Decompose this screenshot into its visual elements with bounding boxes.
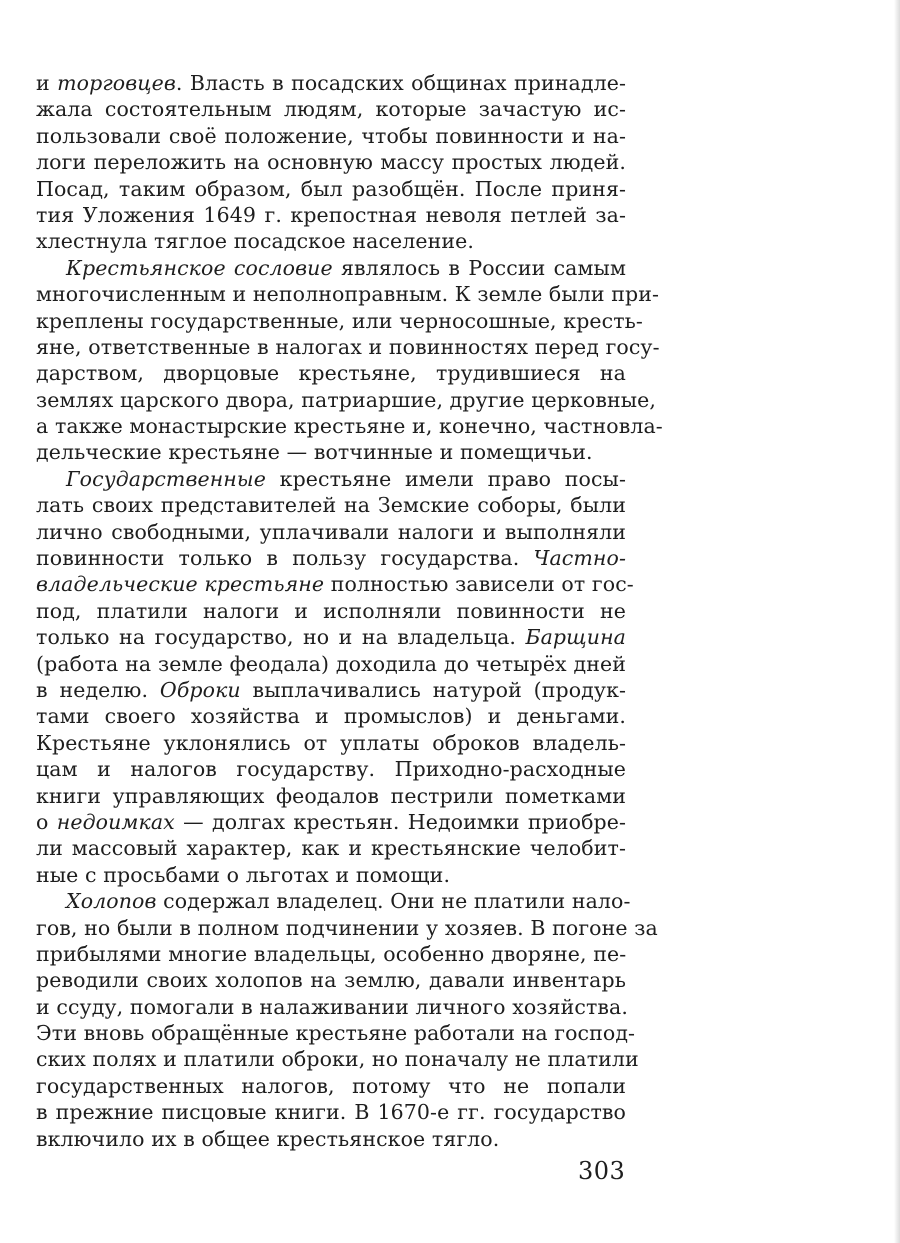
text-line: креплены государственные, или черносошные, кресть-	[36, 308, 643, 333]
italic-term: Холопов	[66, 889, 157, 914]
text-line: только на государство, но и на владельца. Барщина	[36, 625, 626, 650]
text-line: включило их в общее крестьянское тягло.	[36, 1126, 500, 1151]
text-line: лать своих представителей на Земские соборы, были	[36, 493, 626, 518]
text-line: ли массовый характер, как и крестьянские челобит-	[36, 836, 626, 861]
text-line: логи переложить на основную массу простых людей.	[36, 150, 626, 175]
text-line: повинности только в пользу государства. Частно-	[36, 546, 626, 571]
text-line: ских полях и платили оброки, но поначалу не платили	[36, 1047, 639, 1072]
text-line: цам и налогов государству. Приходно-расходные	[36, 757, 626, 782]
text-line: землях царского двора, патриаршие, другие церковные,	[36, 387, 656, 412]
body-text	[36, 70, 663, 1152]
text-line: многочисленным и неполноправным. К земле были при-	[36, 282, 660, 307]
italic-term: Крестьянское сословие	[66, 255, 333, 280]
text-line: о недоимках — долгах крестьян. Недоимки приобре-	[36, 809, 627, 834]
text-line: и торговцев. Власть в посадских общинах принадле-	[36, 71, 626, 95]
paragraph-3	[36, 466, 634, 888]
text-line: прибылями многие владельцы, особенно дворяне, пе-	[36, 941, 627, 966]
text-line: книги управляющих феодалов пестрили пометками	[36, 783, 626, 808]
text-line: тами своего хозяйства и промыслов) и деньгами.	[36, 704, 626, 729]
text-line: лично свободными, уплачивали налоги и выполняли	[36, 519, 626, 544]
italic-term: Барщина	[525, 625, 626, 650]
text-line: (работа на земле феодала) доходила до четырёх дней	[36, 651, 626, 676]
text-line: под, платили налоги и исполняли повинности не	[36, 598, 626, 623]
text-line: в неделю. Оброки выплачивались натурой (продук-	[36, 677, 627, 702]
text-line: Крестьяне уклонялись от уплаты оброков владель-	[36, 730, 626, 755]
italic-term: Оброки	[159, 677, 241, 702]
text-line: в прежние писцовые книги. В 1670-е гг. государство	[36, 1100, 626, 1125]
text-line: тия Уложения 1649 г. крепостная неволя петлей за-	[36, 202, 626, 227]
paragraph-2	[36, 255, 663, 466]
text-line: дарством, дворцовые крестьяне, трудившиеся на	[36, 361, 626, 386]
text-line: хлестнула тяглое посадское население.	[36, 229, 474, 254]
text-line: и ссуду, помогали в налаживании личного хозяйства.	[36, 994, 628, 1019]
text-line: владельческие крестьяне полностью зависели от гос-	[36, 572, 634, 597]
text-line: Крестьянское сословие являлось в России самым	[66, 255, 627, 280]
page-edge-shadow	[894, 0, 900, 1243]
text-line: дельческие крестьяне — вотчинные и помещичьи.	[36, 440, 593, 465]
text-line: реводили своих холопов на землю, давали инвентарь	[36, 968, 626, 993]
text-line: государственных налогов, потому что не попали	[36, 1073, 626, 1098]
text-line: Государственные крестьяне имели право посы-	[66, 466, 626, 491]
text-line: Холопов содержал владелец. Они не платили нало-	[66, 889, 631, 914]
text-line: Посад, таким образом, был разобщён. После приня-	[36, 176, 626, 201]
text-line: а также монастырские крестьяне и, конечно, частновла-	[36, 414, 663, 439]
paragraph-4	[36, 888, 658, 1152]
italic-term: Частно-	[533, 546, 626, 571]
text-line: Эти вновь обращённые крестьяне работали на господ-	[36, 1021, 636, 1046]
page-number: 303	[578, 1157, 626, 1185]
italic-term: торговцев	[57, 71, 176, 95]
text-line: гов, но были в полном подчинении у хозяев. В погоне за	[36, 915, 658, 940]
italic-term: недоимках	[56, 809, 175, 834]
text-line: жала состоятельным людям, которые зачастую ис-	[36, 97, 626, 122]
italic-term: владельческие крестьяне	[36, 572, 325, 597]
text-line: ные с просьбами о льготах и помощи.	[36, 862, 451, 887]
paragraph-1	[36, 70, 626, 255]
text-line: яне, ответственные в налогах и повинностях перед госу-	[36, 334, 660, 359]
text-line: пользовали своё положение, чтобы повинности и на-	[36, 123, 626, 148]
italic-term: Государственные	[66, 466, 266, 491]
